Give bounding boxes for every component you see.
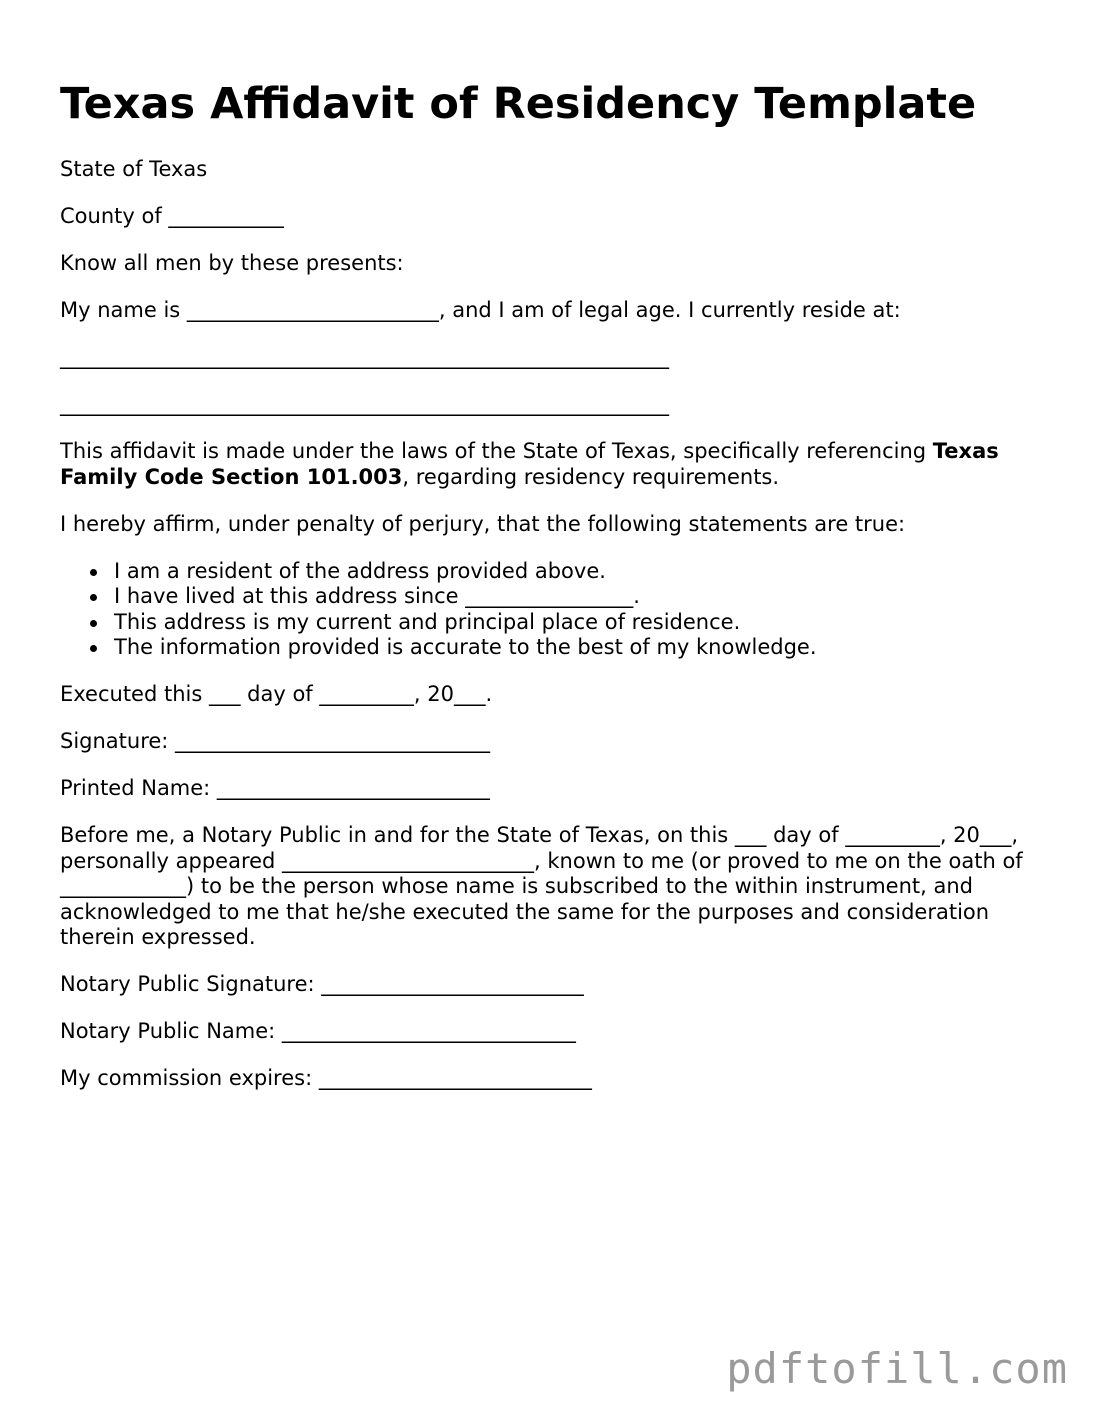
state-line: State of Texas xyxy=(60,157,208,181)
list-item: The information provided is accurate to the best of my knowledge. xyxy=(114,635,1050,661)
printed-name-line: Printed Name: __________________________ xyxy=(60,776,490,800)
watermark-text[interactable]: pdftofill.com xyxy=(726,1344,1068,1393)
affirm-line: I hereby affirm, under penalty of perjury, that the following statements are true: xyxy=(60,511,906,536)
notary-name-line: Notary Public Name: ____________________________ xyxy=(60,1019,576,1043)
commission-expires-line: My commission expires: __________________________ xyxy=(60,1066,592,1090)
list-item: I am a resident of the address provided above. xyxy=(114,559,1050,585)
law-reference-paragraph xyxy=(60,439,1050,490)
law-intro-text: This affidavit is made under the laws of the State of Texas, specifically referencing xyxy=(60,439,933,463)
affidavit-body xyxy=(60,157,1050,1113)
list-item: This address is my current and principal place of residence. xyxy=(114,610,1050,636)
name-line: My name is ________________________, and I am of legal age. I currently reside at: xyxy=(60,298,901,322)
county-line: County of ___________ xyxy=(60,204,284,228)
executed-line: Executed this ___ day of _________, 20___. xyxy=(60,682,493,706)
law-reference: Texas Family Code Section 101.003 xyxy=(60,439,999,489)
page-title: Texas Affidavit of Residency Template xyxy=(60,79,977,129)
know-all-line: Know all men by these presents: xyxy=(60,251,404,275)
signature-line: Signature: ______________________________ xyxy=(60,729,491,753)
address-line-2: __________________________________________________________ xyxy=(60,392,669,416)
law-outro-text: , regarding residency requirements. xyxy=(402,464,780,489)
notary-signature-line: Notary Public Signature: _________________________ xyxy=(60,972,584,996)
address-line-1: __________________________________________________________ xyxy=(60,345,669,369)
list-item: I have lived at this address since ________________. xyxy=(114,584,1050,610)
notary-paragraph: Before me, a Notary Public in and for the State of Texas, on this ___ day of _________, 20___, personally appeared ________________________, known to me (or proved to me on the oath of ____________) to be the person whose name is subscribed to the within instrument, and acknowledged to me that he/she executed the same for the purposes and consideration therein expressed. xyxy=(60,823,1023,949)
statements-list xyxy=(60,559,1050,661)
